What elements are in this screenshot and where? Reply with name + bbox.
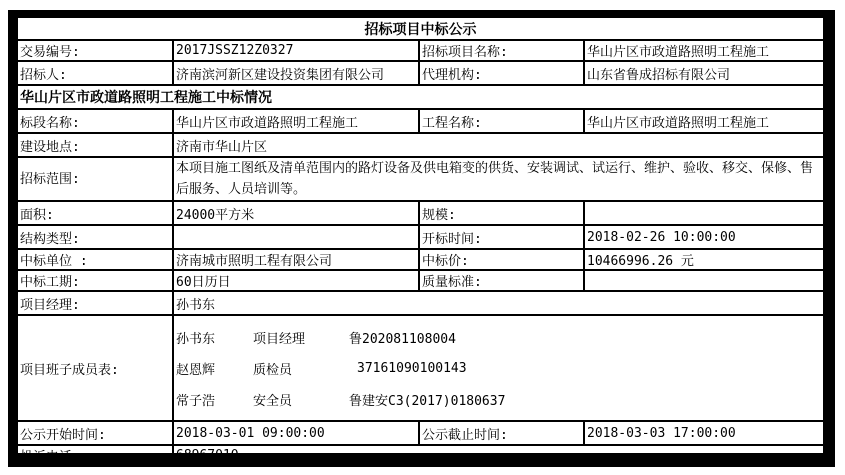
table-row: [17, 421, 824, 445]
construction-site-value: 济南市华山片区: [173, 133, 824, 157]
winning-price-label: 中标价:: [419, 249, 584, 270]
section-heading: 华山片区市政道路照明工程施工中标情况: [17, 85, 824, 109]
project-manager-value: 孙书东: [173, 291, 824, 315]
complaint-phone-label: 投诉电话:: [17, 445, 173, 466]
section-name-value: 华山片区市政道路照明工程施工: [173, 109, 419, 133]
publicity-end-label: 公示截止时间:: [419, 421, 584, 445]
team-table-label: 项目班子成员表:: [17, 315, 173, 421]
tender-scope-value: 本项目施工图纸及清单范围内的路灯设备及供电箱变的供货、安装调试、试运行、维护、验收、移交、保修、售后服务、人员培训等。: [173, 157, 824, 201]
table-row: [17, 291, 824, 315]
construction-period-label: 中标工期:: [17, 270, 173, 291]
member-cert: 鲁建安C3(2017)0180637: [349, 393, 506, 409]
tender-scope-label: 招标范围:: [17, 157, 173, 201]
quality-standard-value: [584, 270, 824, 291]
project-name-label: 招标项目名称:: [419, 40, 584, 61]
winning-bidder-label: 中标单位 :: [17, 249, 173, 270]
team-members-cell: [173, 315, 824, 421]
section-heading-row: [17, 85, 824, 109]
winning-bidder-value: 济南城市照明工程有限公司: [173, 249, 419, 270]
member-cert: 37161090100143: [357, 360, 467, 376]
area-value: 24000平方米: [173, 201, 419, 225]
winning-price-value: 10466996.26 元: [584, 249, 824, 270]
section-name-label: 标段名称:: [17, 109, 173, 133]
table-row: [17, 40, 824, 61]
table-row: [17, 225, 824, 249]
table-row: [17, 61, 824, 85]
construction-period-value: 60日历日: [173, 270, 419, 291]
announcement-frame: [8, 10, 835, 467]
team-member-row: [176, 384, 821, 415]
structure-type-label: 结构类型:: [17, 225, 173, 249]
member-name: 常子浩: [176, 393, 216, 409]
construction-site-label: 建设地点:: [17, 133, 173, 157]
tenderer-label: 招标人:: [17, 61, 173, 85]
structure-type-value: [173, 225, 419, 249]
member-role: 安全员: [253, 393, 293, 409]
bid-opening-time-label: 开标时间:: [419, 225, 584, 249]
transaction-no-label: 交易编号:: [17, 40, 173, 61]
table-row: [17, 445, 824, 466]
member-role: 项目经理: [253, 331, 306, 347]
agency-value: 山东省鲁成招标有限公司: [584, 61, 824, 85]
table-row: [17, 249, 824, 270]
table-row: [17, 270, 824, 291]
publicity-end-value: 2018-03-03 17:00:00: [584, 421, 824, 445]
project-name-value: 华山片区市政道路照明工程施工: [584, 40, 824, 61]
engineering-name-label: 工程名称:: [419, 109, 584, 133]
quality-standard-label: 质量标准:: [419, 270, 584, 291]
member-name: 赵恩辉: [176, 362, 216, 378]
transaction-no-value: 2017JSSZ12Z0327: [173, 40, 419, 61]
team-members-row: [17, 315, 824, 421]
table-row: [17, 109, 824, 133]
announcement-table: [16, 16, 825, 467]
tenderer-value: 济南滨河新区建设投资集团有限公司: [173, 61, 419, 85]
publicity-start-label: 公示开始时间:: [17, 421, 173, 445]
table-row: [17, 201, 824, 225]
member-cert: 鲁202081108004: [349, 331, 456, 347]
member-role: 质检员: [253, 362, 293, 378]
complaint-phone-value: 68967010: [173, 445, 824, 466]
agency-label: 代理机构:: [419, 61, 584, 85]
title-row: [17, 17, 824, 40]
bid-opening-time-value: 2018-02-26 10:00:00: [584, 225, 824, 249]
project-manager-label: 项目经理:: [17, 291, 173, 315]
area-label: 面积:: [17, 201, 173, 225]
team-member-row: [176, 322, 821, 353]
publicity-start-value: 2018-03-01 09:00:00: [173, 421, 419, 445]
table-row: [17, 157, 824, 201]
engineering-name-value: 华山片区市政道路照明工程施工: [584, 109, 824, 133]
scale-label: 规模:: [419, 201, 584, 225]
announcement-title: 招标项目中标公示: [17, 17, 824, 40]
team-member-row: [176, 353, 821, 384]
table-row: [17, 133, 824, 157]
member-name: 孙书东: [176, 331, 216, 347]
scale-value: [584, 201, 824, 225]
